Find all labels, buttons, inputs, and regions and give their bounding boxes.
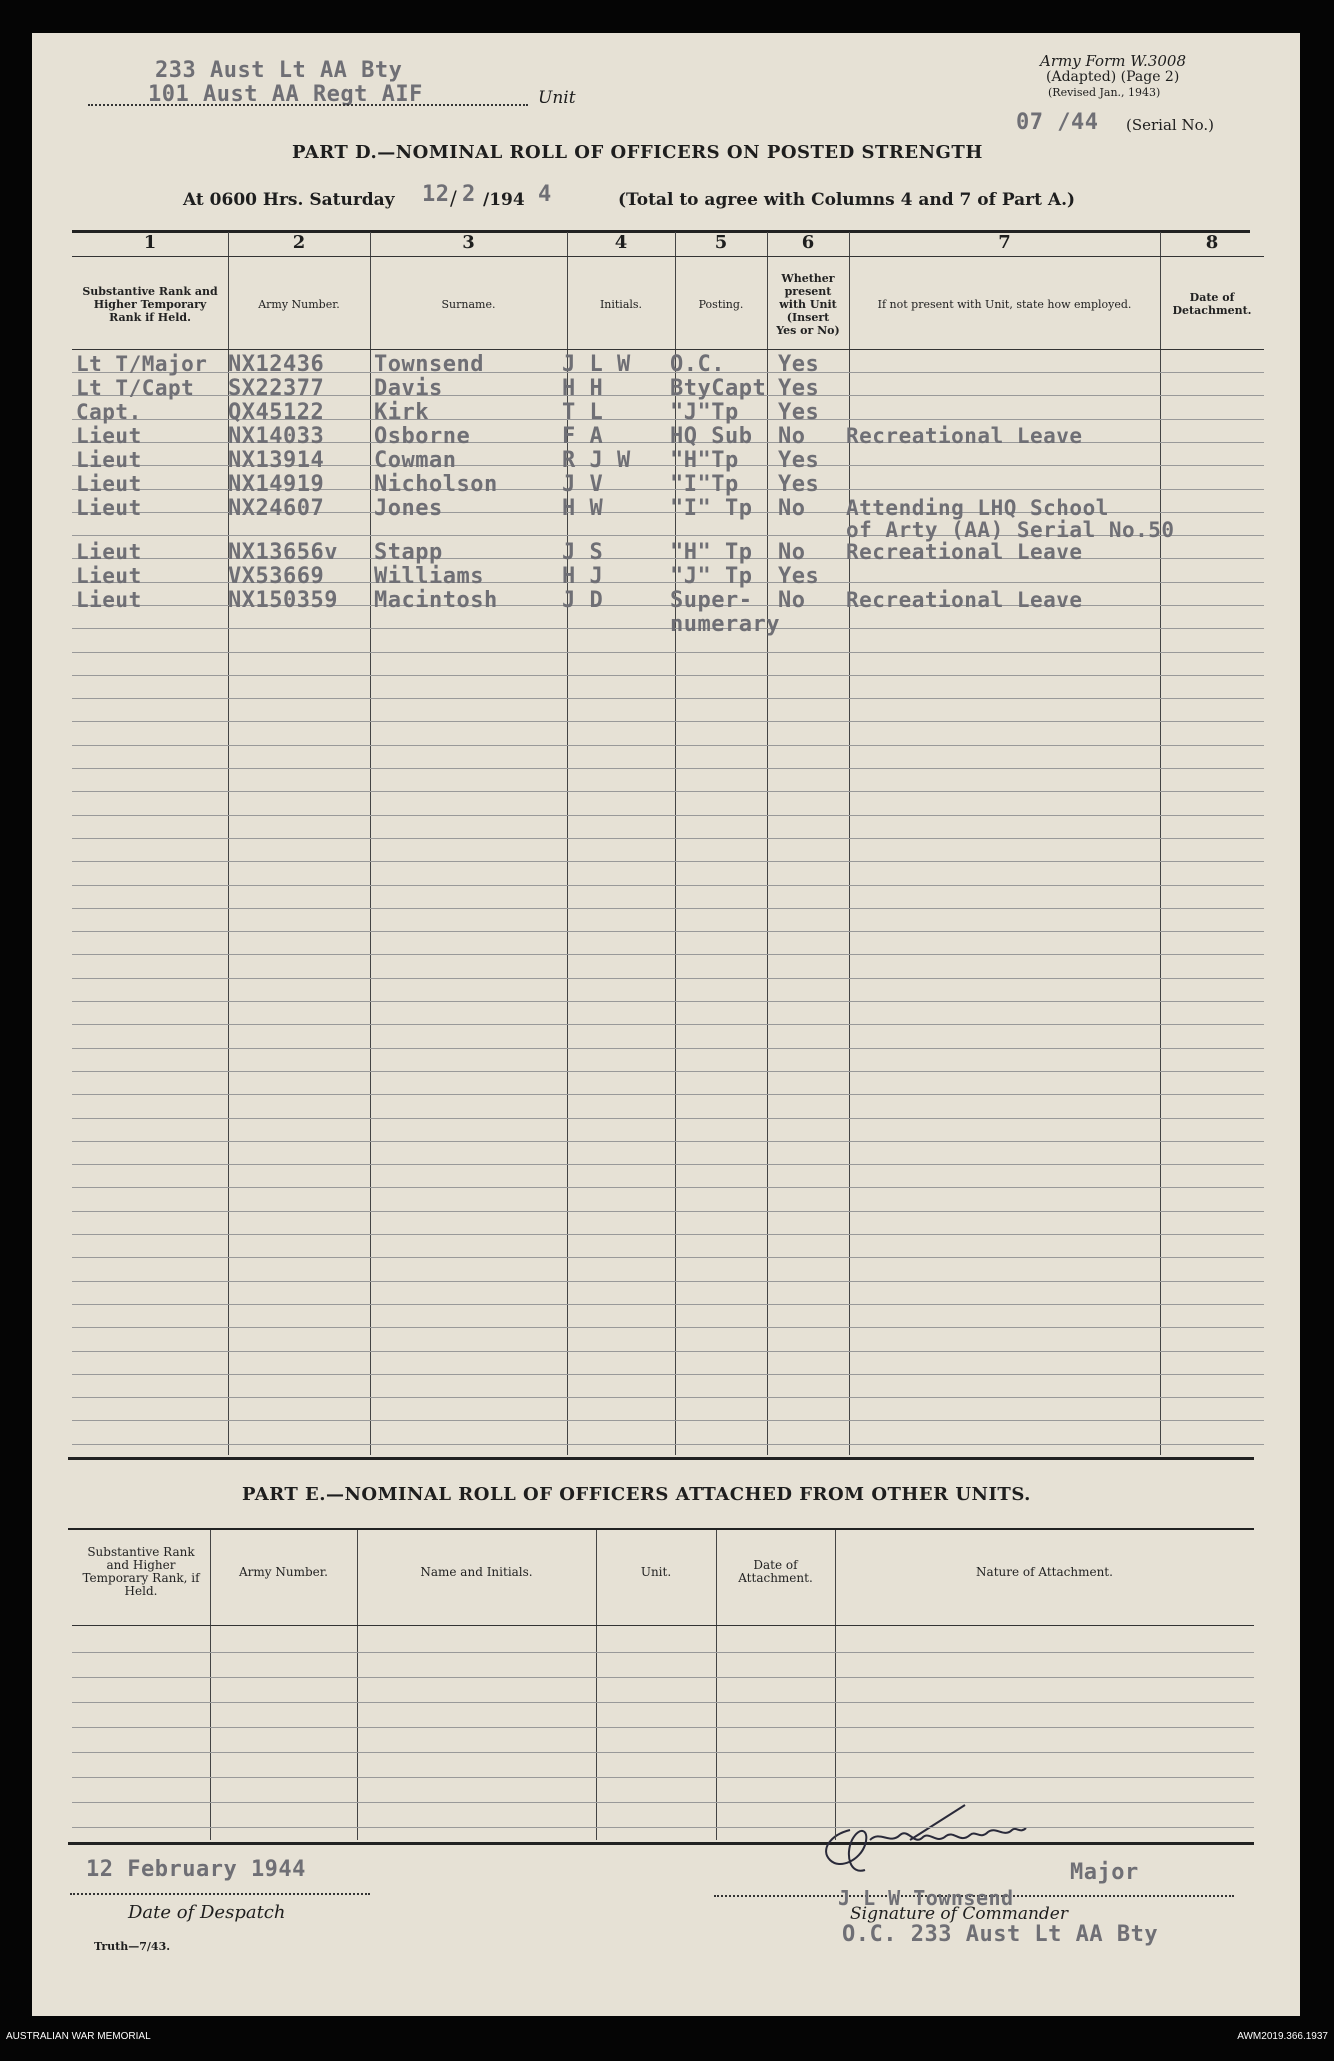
roll-year-suffix: 4 — [538, 182, 552, 207]
roll-cell-posting: "I" Tp — [670, 496, 753, 521]
part-d-ruled-line — [72, 791, 1264, 792]
roll-cell-surname: Townsend — [374, 352, 484, 377]
column-number-8: 8 — [1205, 232, 1219, 253]
roll-cell-rank: Lieut — [76, 472, 142, 496]
part-e-header-number: Army Number. — [239, 1564, 328, 1579]
roll-cell-present: No — [778, 588, 806, 613]
total-note: (Total to agree with Columns 4 and 7 of Part A.) — [618, 190, 1076, 210]
part-e-ruled-line — [72, 1702, 1254, 1703]
part-e-top-rule — [68, 1528, 1254, 1530]
battery-line: 233 Aust Lt AA Bty — [155, 58, 403, 83]
roll-cell-surname: Davis — [374, 376, 443, 401]
roll-cell-posting: "J"Tp — [670, 400, 739, 425]
part-d-ruled-line — [72, 675, 1264, 676]
roll-cell-employed: of Arty (AA) Serial No.50 — [846, 518, 1175, 542]
at-hours-prefix: At 0600 Hrs. Saturday — [183, 190, 395, 210]
serial-label: (Serial No.) — [1126, 116, 1214, 134]
archive-credit: AUSTRALIAN WAR MEMORIAL — [6, 2031, 151, 2042]
day-slash: / — [450, 186, 457, 210]
part-d-ruled-line — [72, 885, 1264, 886]
signature-rank: Major — [1070, 1860, 1139, 1885]
roll-cell-initials: J V — [562, 472, 604, 497]
part-d-ruled-line — [72, 1257, 1264, 1258]
part-d-ruled-line — [72, 908, 1264, 909]
column-header-initials: Initials. — [599, 297, 643, 311]
part-e-header-name-initials: Name and Initials. — [420, 1564, 533, 1579]
roll-cell-present: Yes — [778, 564, 820, 589]
roll-cell-present: Yes — [778, 376, 820, 401]
roll-cell-rank: Lt T/Capt — [76, 376, 195, 400]
part-d-number-rule — [72, 256, 1264, 257]
roll-cell-initials: H H — [562, 376, 604, 401]
despatch-label: Date of Despatch — [128, 1902, 286, 1923]
column-number-1: 1 — [143, 232, 157, 253]
part-d-column-divider — [849, 232, 850, 1455]
roll-cell-present: No — [778, 496, 806, 521]
column-header-present: Whether present with Unit (Insert Yes or No) — [776, 271, 840, 337]
part-e-header-rule — [72, 1625, 1254, 1626]
roll-cell-posting: "H" Tp — [670, 540, 753, 565]
part-d-ruled-line — [72, 1420, 1264, 1421]
roll-cell-surname: Williams — [374, 564, 484, 589]
roll-cell-employed: Recreational Leave — [846, 424, 1083, 448]
roll-cell-number: NX150359 — [228, 588, 338, 613]
part-d-ruled-line — [72, 1071, 1264, 1072]
roll-cell-posting: O.C. — [670, 352, 725, 377]
roll-cell-rank: Lt T/Major — [76, 352, 208, 376]
part-d-bottom-rule — [68, 1457, 1254, 1460]
signature-name: J L W Townsend — [838, 1886, 1014, 1910]
roll-cell-initials: J S — [562, 540, 604, 565]
roll-cell-present: No — [778, 540, 806, 565]
part-d-column-divider — [1160, 232, 1161, 1455]
part-d-ruled-line — [72, 931, 1264, 932]
form-adapted: (Adapted) (Page 2) — [1046, 69, 1180, 85]
roll-cell-number: NX12436 — [228, 352, 325, 377]
part-e-title: PART E.—NOMINAL ROLL OF OFFICERS ATTACHED FROM OTHER UNITS. — [242, 1484, 1031, 1505]
part-d-ruled-line — [72, 1164, 1264, 1165]
roll-cell-number: QX45122 — [228, 400, 325, 425]
roll-cell-initials: H W — [562, 496, 604, 521]
form-number: Army Form W.3008 — [1040, 52, 1186, 70]
roll-cell-initials: R J W — [562, 448, 631, 473]
column-number-4: 4 — [614, 232, 628, 253]
part-d-ruled-line — [72, 861, 1264, 862]
roll-cell-rank: Capt. — [76, 400, 142, 424]
roll-cell-rank: Lieut — [76, 448, 142, 472]
roll-cell-posting: BtyCapt — [670, 376, 767, 401]
roll-cell-present: Yes — [778, 400, 820, 425]
roll-cell-employed: Recreational Leave — [846, 540, 1083, 564]
part-e-header-unit: Unit. — [640, 1564, 672, 1579]
part-d-ruled-line — [72, 954, 1264, 955]
column-header-number: Army Number. — [258, 297, 340, 311]
part-d-header-rule — [72, 349, 1264, 350]
part-e-header-rank: Substantive Rank and Higher Temporary Rank, if Held. — [82, 1545, 200, 1598]
part-d-ruled-line — [72, 1024, 1264, 1025]
roll-cell-surname: Osborne — [374, 424, 471, 449]
regiment-line: 101 Aust AA Regt AIF — [148, 82, 423, 107]
roll-cell-rank: Lieut — [76, 424, 142, 448]
roll-cell-present: Yes — [778, 352, 820, 377]
part-e-ruled-line — [72, 1677, 1254, 1678]
roll-cell-posting: "I"Tp — [670, 472, 739, 497]
roll-cell-surname: Jones — [374, 496, 443, 521]
part-e-ruled-line — [72, 1752, 1254, 1753]
part-d-ruled-line — [72, 1327, 1264, 1328]
part-e-header-nature-attachment: Nature of Attachment. — [976, 1564, 1113, 1579]
part-d-ruled-line — [72, 1374, 1264, 1375]
part-d-title: PART D.—NOMINAL ROLL OF OFFICERS ON POSTED STRENGTH — [292, 142, 983, 163]
roll-day: 12 — [422, 182, 450, 207]
part-d-ruled-line — [72, 815, 1264, 816]
roll-cell-number: NX14919 — [228, 472, 325, 497]
column-number-3: 3 — [462, 232, 475, 253]
archive-reference: AWM2019.366.1937 — [1237, 2031, 1328, 2042]
roll-cell-present: Yes — [778, 448, 820, 473]
roll-cell-rank: Lieut — [76, 588, 142, 612]
print-code: Truth—7/43. — [94, 1940, 171, 1953]
roll-cell-initials: J L W — [562, 352, 631, 377]
signature-unit: O.C. 233 Aust Lt AA Bty — [842, 1922, 1159, 1947]
roll-cell-employed: Recreational Leave — [846, 588, 1083, 612]
roll-cell-initials: T L — [562, 400, 604, 425]
column-header-detach: Date of Detachment. — [1172, 291, 1252, 317]
roll-cell-present: Yes — [778, 472, 820, 497]
part-d-ruled-line — [72, 721, 1264, 722]
roll-cell-initials: J D — [562, 588, 604, 613]
part-d-ruled-line — [72, 1397, 1264, 1398]
part-e-ruled-line — [72, 1652, 1254, 1653]
roll-cell-surname: Kirk — [374, 400, 429, 425]
roll-cell-surname: Stapp — [374, 540, 443, 565]
part-e-ruled-line — [72, 1827, 1254, 1828]
roll-cell-initials: H J — [562, 564, 604, 589]
column-number-5: 5 — [714, 232, 728, 253]
roll-cell-surname: Macintosh — [374, 588, 498, 613]
column-header-rank: Substantive Rank and Higher Temporary Rank if Held. — [82, 284, 218, 324]
signature-label: Signature of Commander — [850, 1904, 1068, 1924]
roll-cell-number: VX53669 — [228, 564, 325, 589]
roll-cell-number: NX13914 — [228, 448, 325, 473]
part-d-ruled-line — [72, 1048, 1264, 1049]
part-d-ruled-line — [72, 1444, 1264, 1445]
roll-cell-posting: HQ Sub — [670, 424, 753, 449]
column-header-employed: If not present with Unit, state how employed. — [877, 297, 1132, 311]
part-d-column-divider — [767, 232, 768, 1455]
roll-cell-number: SX22377 — [228, 376, 325, 401]
roll-cell-employed: Attending LHQ School — [846, 496, 1109, 520]
part-d-column-divider — [370, 232, 371, 1455]
roll-cell-posting: Super- — [670, 588, 753, 613]
part-d-ruled-line — [72, 1094, 1264, 1095]
part-d-ruled-line — [72, 1118, 1264, 1119]
part-e-ruled-line — [72, 1727, 1254, 1728]
part-d-ruled-line — [72, 1281, 1264, 1282]
despatch-date: 12 February 1944 — [86, 1857, 306, 1882]
roll-month: 2 — [462, 182, 476, 207]
part-e-ruled-line — [72, 1777, 1254, 1778]
part-d-ruled-line — [72, 1141, 1264, 1142]
part-d-ruled-line — [72, 978, 1264, 979]
part-d-ruled-line — [72, 838, 1264, 839]
despatch-dotted-line — [70, 1893, 370, 1895]
part-d-ruled-line — [72, 1234, 1264, 1235]
column-number-2: 2 — [292, 232, 306, 253]
roll-cell-number: NX14033 — [228, 424, 325, 449]
column-header-surname: Surname. — [441, 297, 496, 311]
roll-cell-surname: Cowman — [374, 448, 457, 473]
part-e-header-date-attachment: Date of Attachment. — [738, 1558, 813, 1585]
part-d-ruled-line — [72, 1187, 1264, 1188]
serial-number: 07 /44 — [1016, 110, 1099, 135]
roll-cell-number: NX24607 — [228, 496, 325, 521]
part-d-ruled-line — [72, 628, 1264, 629]
part-d-ruled-line — [72, 745, 1264, 746]
roll-cell-present: No — [778, 424, 806, 449]
part-d-ruled-line — [72, 1304, 1264, 1305]
column-header-posting: Posting. — [698, 297, 744, 311]
unit-dotted-line — [88, 104, 528, 106]
form-revised: (Revised Jan., 1943) — [1048, 86, 1161, 99]
roll-cell-rank: Lieut — [76, 540, 142, 564]
part-d-ruled-line — [72, 652, 1264, 653]
part-e-ruled-line — [72, 1802, 1254, 1803]
part-d-ruled-line — [72, 1211, 1264, 1212]
roll-cell-rank: Lieut — [76, 496, 142, 520]
roll-year-prefix: /194 — [483, 190, 525, 210]
roll-cell-rank: Lieut — [76, 564, 142, 588]
roll-cell-number: NX13656v — [228, 540, 338, 565]
part-d-ruled-line — [72, 698, 1264, 699]
roll-cell-posting: numerary — [670, 612, 780, 637]
column-number-6: 6 — [801, 232, 815, 253]
roll-cell-surname: Nicholson — [374, 472, 498, 497]
roll-cell-posting: "H"Tp — [670, 448, 739, 473]
part-d-ruled-line — [72, 1001, 1264, 1002]
part-d-ruled-line — [72, 768, 1264, 769]
column-number-7: 7 — [998, 232, 1011, 253]
unit-label: Unit — [538, 88, 576, 108]
part-d-ruled-line — [72, 1351, 1264, 1352]
roll-cell-posting: "J" Tp — [670, 564, 753, 589]
roll-cell-initials: F A — [562, 424, 604, 449]
